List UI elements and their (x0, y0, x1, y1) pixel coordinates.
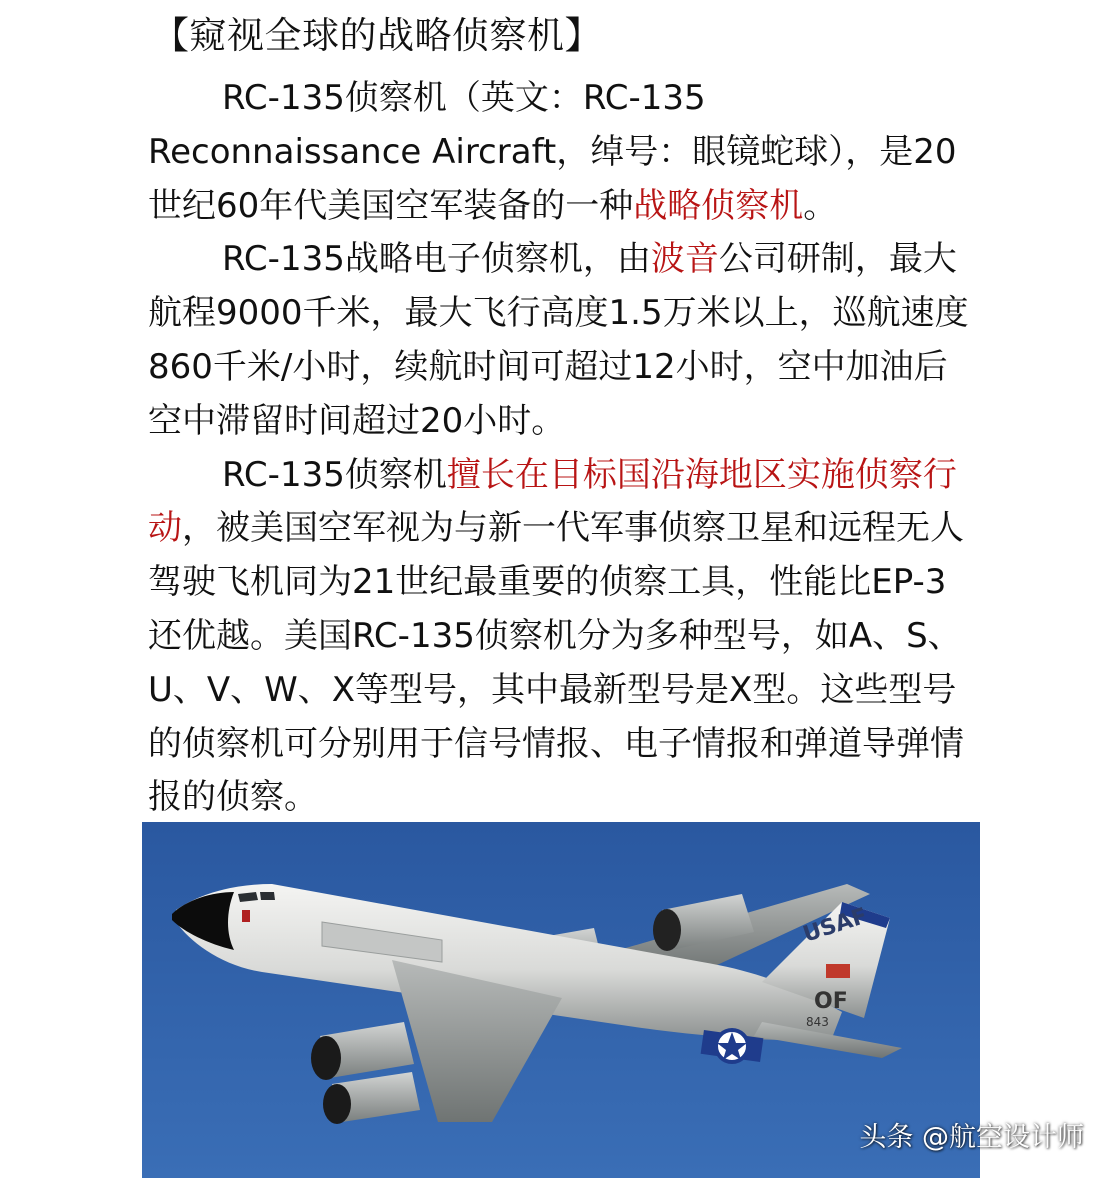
tail-code-text: OF (814, 989, 848, 1014)
rc-135-aircraft-illustration (142, 822, 980, 1178)
tail-serial-text: 843 (806, 1015, 829, 1029)
paragraph-2 (148, 233, 980, 448)
highlight-strategic-recon: 战略侦察机 (633, 185, 804, 226)
aircraft-photo (142, 822, 980, 1178)
text-run: 。 (803, 185, 838, 226)
highlight-boeing: 波音 (650, 239, 719, 280)
paragraph-3 (148, 449, 980, 826)
text-run: ，被美国空军视为与新一代军事侦察卫星和远程无人驾驶飞机同为21世纪最重要的侦察工具，性能比EP-3还优越。美国RC-135侦察机分为多种型号，如A、S、U、V、W、X等型号，其中最新型号是X型。这些型号的侦察机可分别用于信号情报、电子情报和弹道导弹情报的侦察。 (148, 508, 964, 818)
flag-icon (826, 964, 850, 978)
article-title: 【窥视全球的战略侦察机】 (152, 14, 602, 57)
text-run: RC-135战略电子侦察机，由 (222, 239, 651, 280)
text-run: RC-135侦察机 (222, 454, 447, 495)
tail-usaf-text: USAF (800, 903, 871, 948)
highlight-coastal-recon: 擅长在目标国沿海地区实施侦察行动 (148, 454, 957, 549)
watermark-text: 头条 @航空设计师 (859, 1122, 1084, 1153)
text-run: RC-135侦察机（英文：RC-135 Reconnaissance Aircraft，绰号：眼镜蛇球），是20世纪60年代美国空军装备的一种 (148, 78, 957, 226)
text-run: 公司研制，最大航程9000千米，最大飞行高度1.5万米以上，巡航速度860千米/小时，续航时间可超过12小时，空中加油后空中滞留时间超过20小时。 (148, 239, 969, 441)
article-body (148, 72, 980, 825)
paragraph-1 (148, 72, 980, 233)
